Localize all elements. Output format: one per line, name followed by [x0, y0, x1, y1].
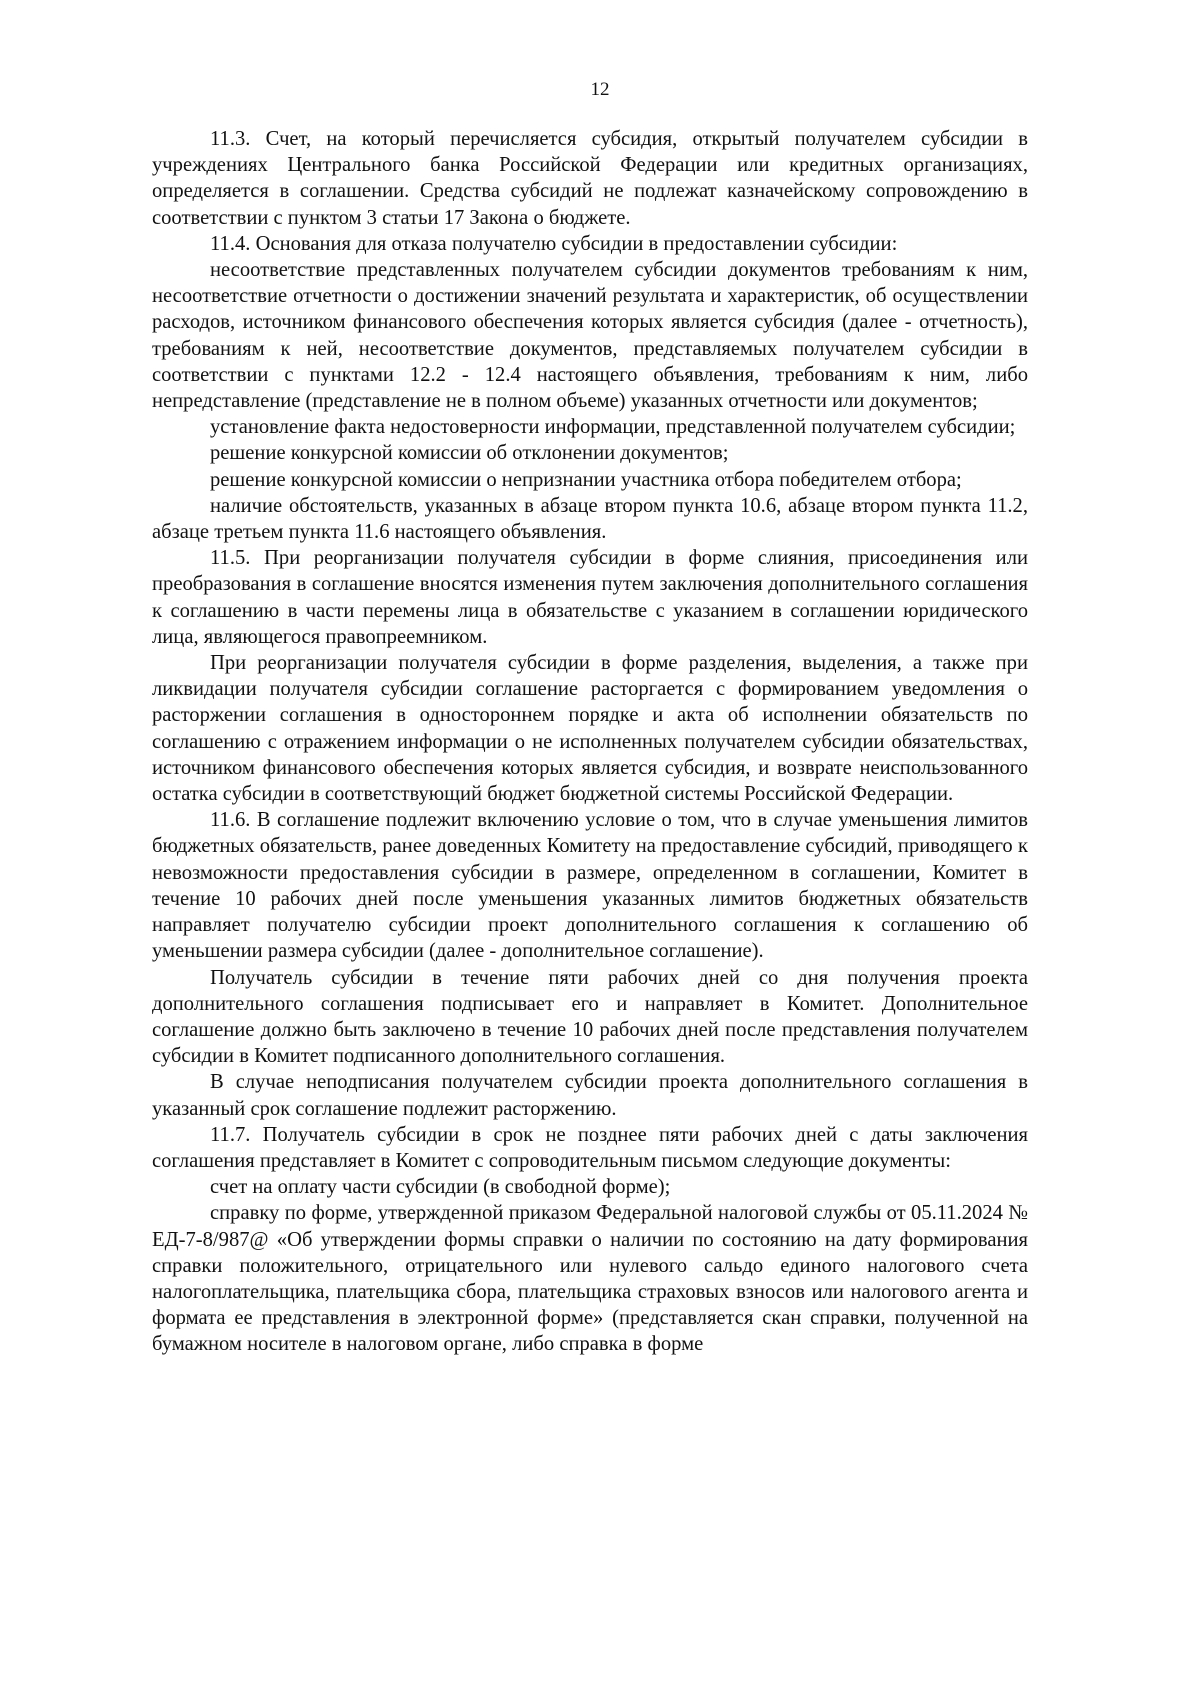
paragraph-11-4: 11.4. Основания для отказа получателю субсидии в предоставлении субсидии: [210, 232, 898, 255]
paragraph-11-3: 11.3. Счет, на который перечисляется субсидия, открытый получателем субсидии в учреждениях Центрального банка Российской Федерации или кредитных организациях, определяется в соглашении. Средства субсидий не подлежат казначейскому сопровождению в соответствии с пунктом 3 статьи 17 Закона о бюджете. [152, 128, 1028, 229]
paragraph-refusal-rejection: решение конкурсной комиссии об отклонении документов; [210, 442, 729, 465]
document-body [152, 126, 1028, 1358]
paragraph-tax-certificate: справку по форме, утвержденной приказом Федеральной налоговой службы от 05.11.2024 № ЕД-7-8/987@ «Об утверждении формы справки о наличии по состоянию на дату формирования справки положительного, отрицательного или нулевого сальдо единого налогового счета налогоплательщика, плательщика сбора, плательщика страховых взносов или налогового агента и формата ее представления в электронной форме» (представляется скан справки, полученной на бумажном носителе в налоговом органе, либо справка в форме [152, 1202, 1028, 1356]
paragraph-signing-additional-agreement: Получатель субсидии в течение пяти рабочих дней со дня получения проекта дополнительного соглашения подписывает его и направляет в Комитет. Дополнительное соглашение должно быть заключено в течение 10 рабочих дней после представления получателем субсидии в Комитет подписанного дополнительного соглашения. [152, 966, 1028, 1068]
paragraph-refusal-nonconformity: несоответствие представленных получателем субсидии документов требованиям к ним, несоответствие отчетности о достижении значений результата и характеристик, об осуществлении расходов, источником финансового обеспечения которых является субсидия (далее - отчетность), требованиям к ней, несоответствие документов, представляемых получателем субсидии в соответствии с пунктами 12.2 - 12.4 настоящего объявления, требованиям к ним, либо непредставление (представление не в полном объеме) указанных отчетности или документов; [152, 259, 1028, 413]
paragraph-refusal-circumstances: наличие обстоятельств, указанных в абзаце втором пункта 10.6, абзаце втором пункта 11.2, абзаце третьем пункта 11.6 настоящего объявления. [152, 494, 1028, 544]
paragraph-refusal-unreliable-info: установление факта недостоверности информации, представленной получателем субсидии; [210, 416, 1016, 439]
paragraph-11-5: 11.5. При реорганизации получателя субсидии в форме слияния, присоединения или преобразования в соглашение вносятся изменения путем заключения дополнительного соглашения к соглашению в части перемены лица в обязательстве с указанием в соглашении юридического лица, являющегося правопреемником. [152, 547, 1028, 648]
paragraph-non-signing: В случае неподписания получателем субсидии проекта дополнительного соглашения в указанный срок соглашение подлежит расторжению. [152, 1071, 1028, 1120]
paragraph-11-7: 11.7. Получатель субсидии в срок не позднее пяти рабочих дней с даты заключения соглашения представляет в Комитет с сопроводительным письмом следующие документы: [152, 1123, 1028, 1172]
page-number: 12 [590, 79, 610, 100]
paragraph-invoice: счет на оплату части субсидии (в свободной форме); [210, 1176, 671, 1199]
paragraph-reorganization-termination: При реорганизации получателя субсидии в форме разделения, выделения, а также при ликвидации получателя субсидии соглашение расторгается с формированием уведомления о расторжении соглашения в одностороннем порядке и акта об исполнении обязательств по соглашению с отражением информации о не исполненных получателем субсидии обязательствах, источником финансового обеспечения которых является субсидия, и возврате неиспользованного остатка субсидии в соответствующий бюджет бюджетной системы Российской Федерации. [152, 652, 1028, 806]
paragraph-11-6: 11.6. В соглашение подлежит включению условие о том, что в случае уменьшения лимитов бюджетных обязательств, ранее доведенных Комитету на предоставление субсидий, приводящего к невозможности предоставления субсидии в размере, определенном в соглашении, Комитет в течение 10 рабочих дней после уменьшения указанных лимитов бюджетных обязательств направляет получателю субсидии проект дополнительного соглашения к соглашению об уменьшении размера субсидии (далее - дополнительное соглашение). [152, 809, 1028, 963]
paragraph-refusal-not-winner: решение конкурсной комиссии о непризнании участника отбора победителем отбора; [210, 468, 962, 491]
